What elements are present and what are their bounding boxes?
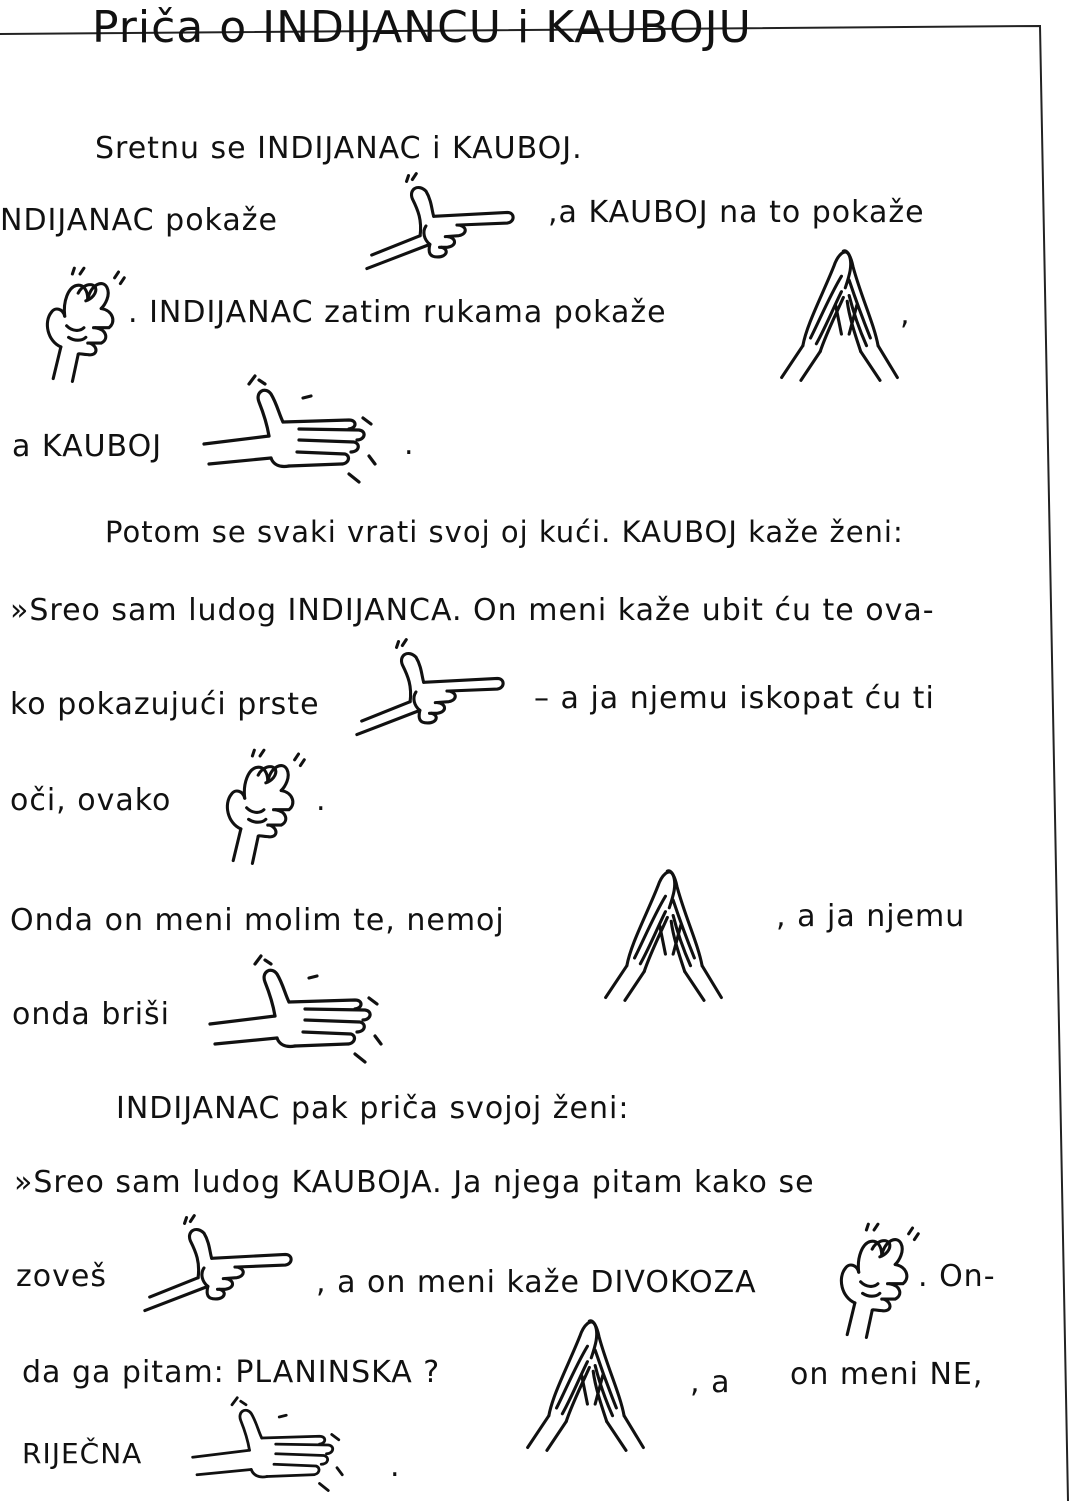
crossed-fingers-fist-icon	[828, 1212, 924, 1342]
line-11: INDIJANAC pak priča svojoj ženi:	[116, 1091, 630, 1126]
line-13-start: zoveš	[16, 1259, 107, 1294]
line-3-start: . INDIJANAC zatim rukama pokaže	[128, 295, 667, 330]
line-6: »Sreo sam ludog INDIJANCA. On meni kaže ubit ću te ova-	[10, 593, 935, 628]
line-13-end: . On-	[918, 1259, 996, 1294]
line-7-start: ko pokazujući prste	[10, 687, 320, 722]
line-10: onda briši	[12, 997, 171, 1032]
line-1: Sretnu se INDIJANAC i KAUBOJ.	[95, 131, 583, 166]
line-2-start: NDIJANAC pokaže	[0, 203, 278, 238]
line-4-end: .	[404, 427, 415, 462]
line-14-start: da ga pitam: PLANINSKA ?	[22, 1355, 441, 1390]
pointing-hand-icon	[352, 636, 507, 746]
line-9-end: , a ja njemu	[776, 899, 966, 934]
line-13-middle: , a on meni kaže DIVOKOZA	[316, 1265, 757, 1300]
line-5: Potom se svaki vrati svoj oj kući. KAUBOJ kaže ženi:	[105, 515, 904, 549]
crossed-fingers-fist-icon	[34, 256, 130, 386]
line-2-end: ,a KAUBOJ na to pokaže	[548, 195, 925, 230]
praying-hands-icon	[518, 1306, 653, 1454]
line-15-end: .	[390, 1449, 401, 1484]
praying-hands-icon	[772, 236, 907, 384]
line-4-start: a KAUBOJ	[12, 429, 163, 464]
line-12: »Sreo sam ludog KAUBOJA. Ja njega pitam kako se	[14, 1165, 815, 1200]
line-14-end: on meni NE,	[790, 1357, 984, 1392]
flat-hand-wave-icon	[204, 954, 386, 1074]
crossed-fingers-fist-icon	[214, 738, 310, 868]
line-14-middle: , a	[690, 1365, 731, 1400]
pointing-hand-icon	[362, 170, 517, 280]
line-8-end: .	[316, 783, 327, 818]
line-7-end: – a ja njemu iskopat ću ti	[534, 681, 935, 716]
line-3-end: ,	[900, 297, 911, 332]
line-15-start: RIJEČNA	[22, 1437, 143, 1470]
praying-hands-icon	[596, 856, 731, 1004]
flat-hand-wave-icon	[176, 1396, 358, 1501]
flat-hand-wave-icon	[198, 374, 380, 494]
line-8-start: oči, ovako	[10, 783, 172, 818]
pointing-hand-icon	[140, 1212, 295, 1322]
story-title: Priča o INDIJANCU i KAUBOJU	[92, 2, 752, 53]
line-9-start: Onda on meni molim te, nemoj	[10, 903, 505, 938]
